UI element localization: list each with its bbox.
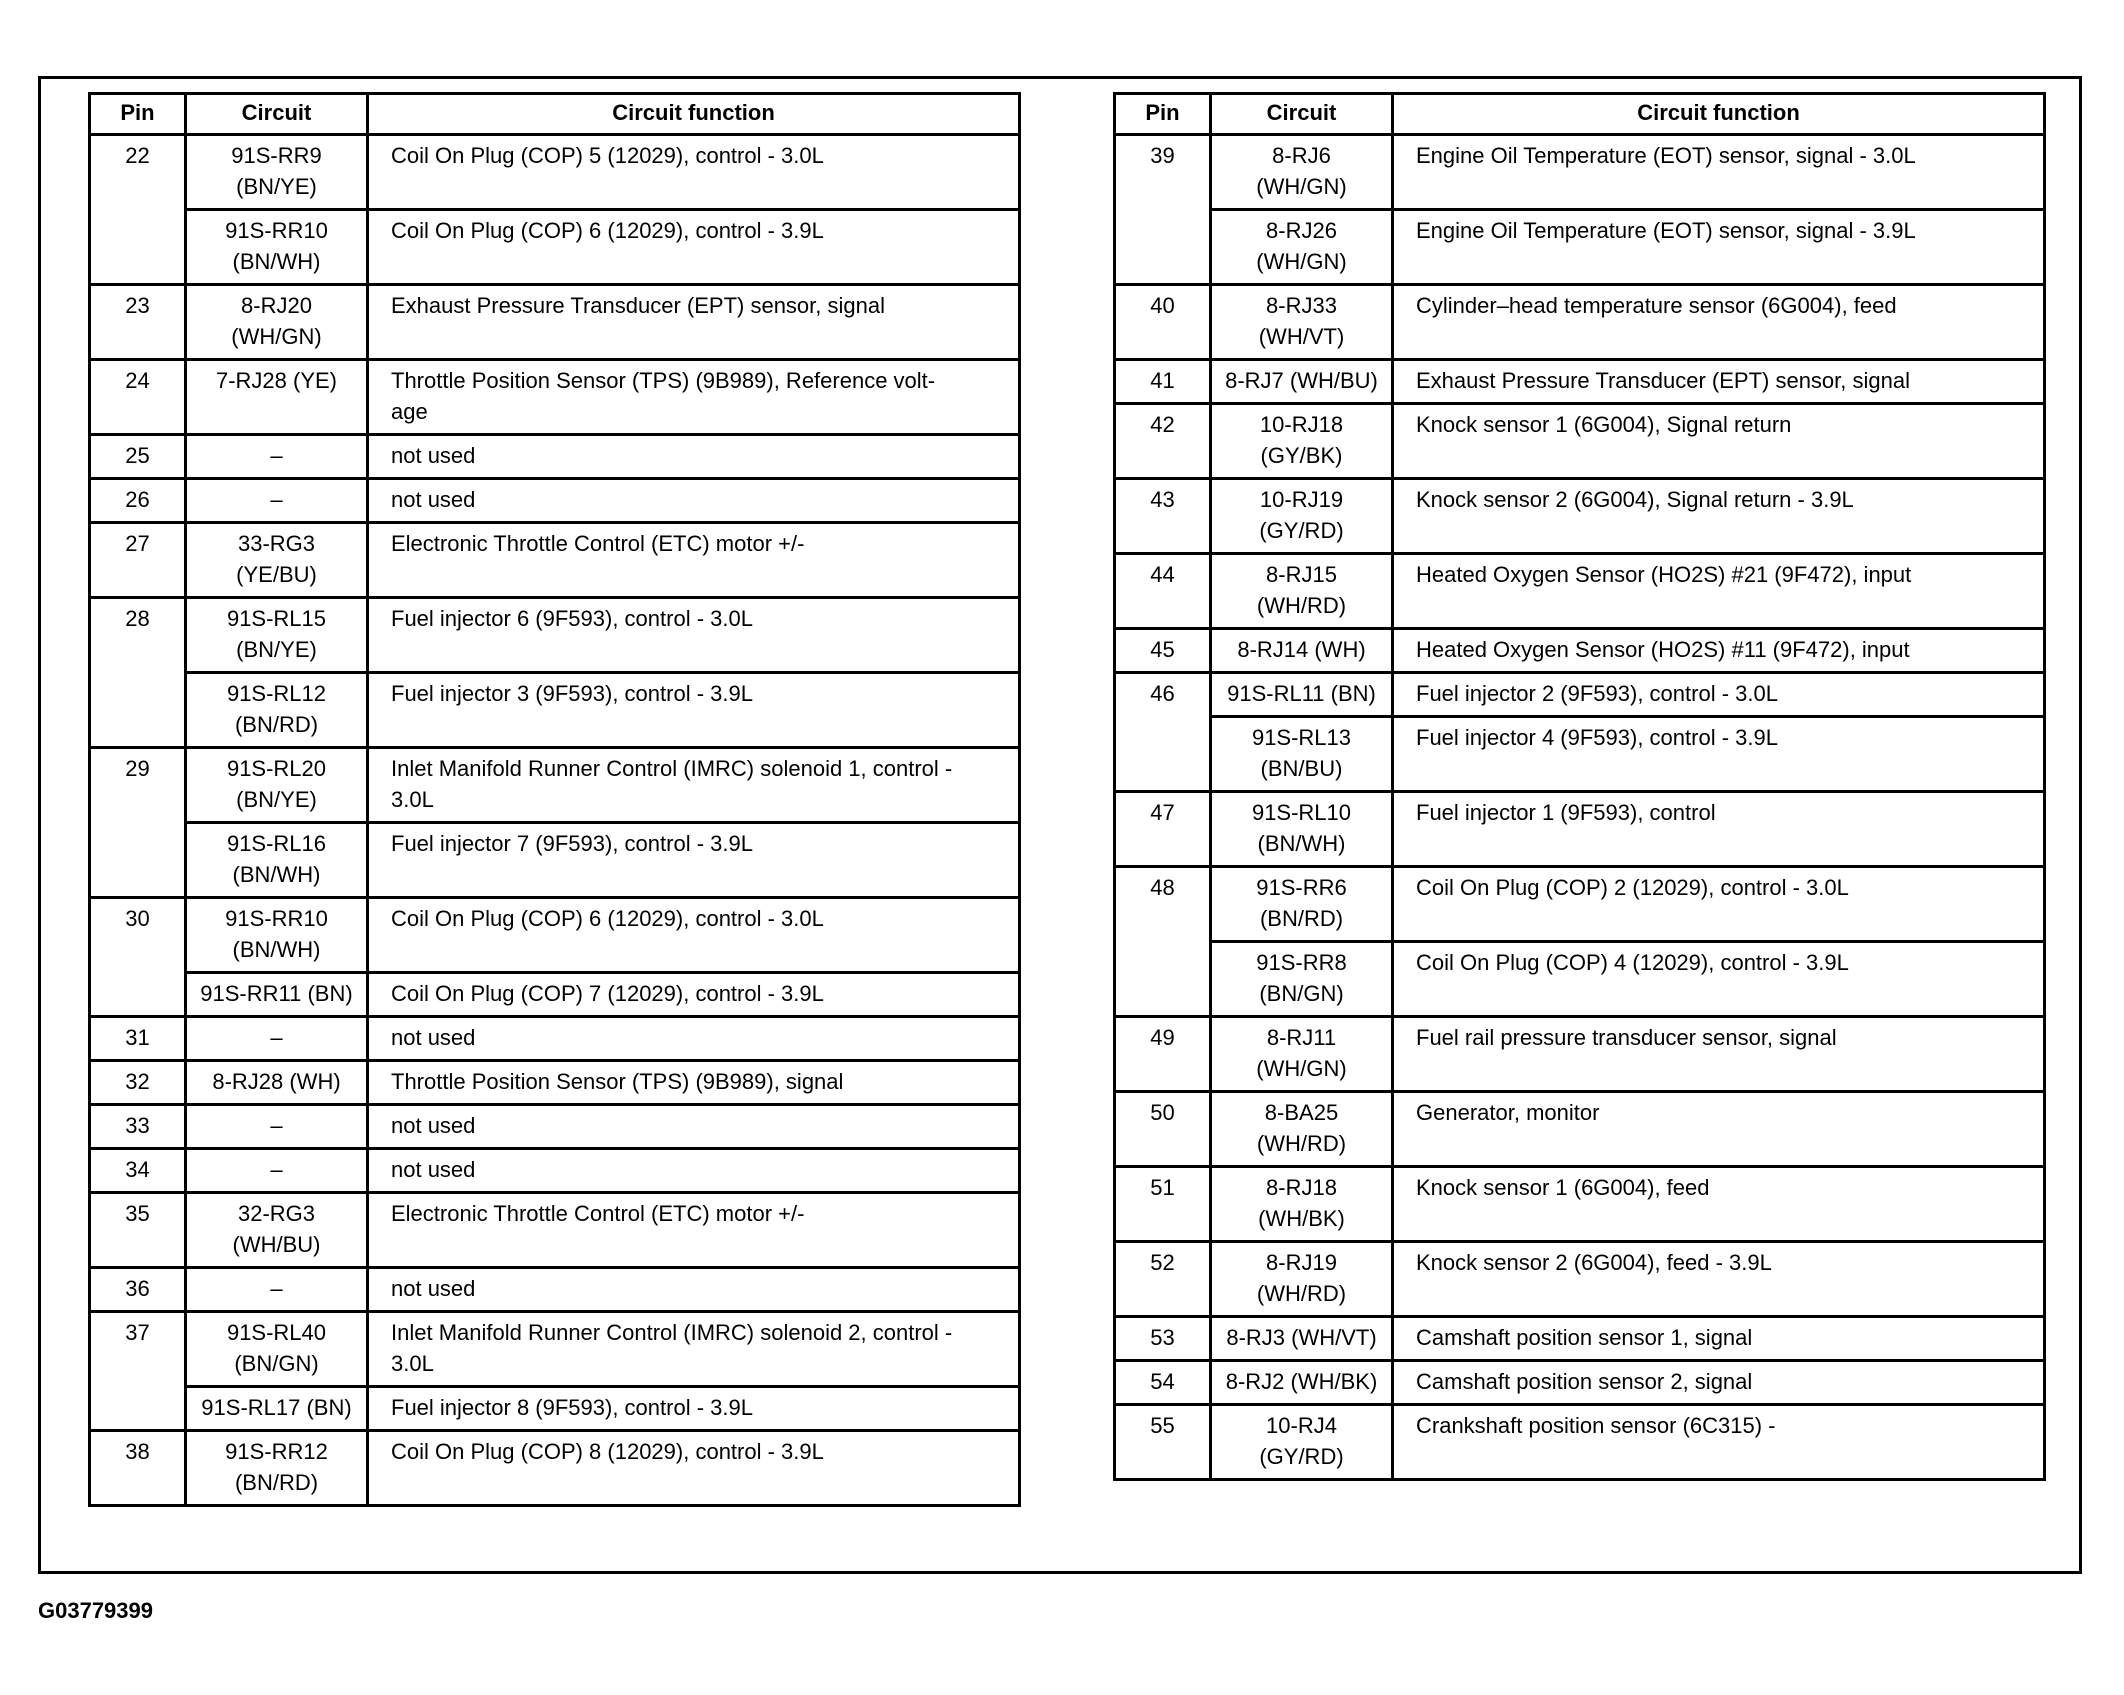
table-row (90, 898, 1020, 973)
table-row (1115, 1167, 2045, 1242)
circuit-code: 10-RJ18 (GY/BK) (1211, 404, 1393, 479)
circuit-code: 10-RJ4 (GY/RD) (1211, 1405, 1393, 1480)
circuit-code: – (186, 1149, 368, 1193)
circuit-code: 91S-RR9 (BN/YE) (186, 135, 368, 210)
circuit-function: Exhaust Pressure Transducer (EPT) sensor, signal (368, 285, 1020, 360)
pin-number: 40 (1115, 285, 1211, 360)
header-row (1115, 94, 2045, 135)
circuit-header: Circuit (1211, 94, 1393, 135)
circuit-function: Electronic Throttle Control (ETC) motor +/- (368, 1193, 1020, 1268)
circuit-function: Generator, monitor (1393, 1092, 2045, 1167)
pin-number: 49 (1115, 1017, 1211, 1092)
pin-number: 42 (1115, 404, 1211, 479)
pin-number: 55 (1115, 1405, 1211, 1480)
circuit-function: Heated Oxygen Sensor (HO2S) #11 (9F472), input (1393, 629, 2045, 673)
table-row (90, 673, 1020, 748)
table-row (1115, 479, 2045, 554)
table-row (90, 1312, 1020, 1387)
circuit-code: 91S-RR6 (BN/RD) (1211, 867, 1393, 942)
circuit-code: 91S-RL17 (BN) (186, 1387, 368, 1431)
pin-number: 31 (90, 1017, 186, 1061)
circuit-function: Camshaft position sensor 2, signal (1393, 1361, 2045, 1405)
table-row (1115, 210, 2045, 285)
pin-number: 35 (90, 1193, 186, 1268)
table-row (1115, 1092, 2045, 1167)
table-row (1115, 1242, 2045, 1317)
circuit-function: Camshaft position sensor 1, signal (1393, 1317, 2045, 1361)
circuit-code: 91S-RR8 (BN/GN) (1211, 942, 1393, 1017)
circuit-function: Fuel injector 8 (9F593), control - 3.9L (368, 1387, 1020, 1431)
circuit-code: 91S-RL20 (BN/YE) (186, 748, 368, 823)
circuit-function: Coil On Plug (COP) 6 (12029), control - 3.0L (368, 898, 1020, 973)
table-row (90, 210, 1020, 285)
circuit-code: 8-RJ26 (WH/GN) (1211, 210, 1393, 285)
circuit-function: Coil On Plug (COP) 7 (12029), control - 3.9L (368, 973, 1020, 1017)
table-row (90, 523, 1020, 598)
circuit-function: Heated Oxygen Sensor (HO2S) #21 (9F472), input (1393, 554, 2045, 629)
circuit-function: Fuel injector 4 (9F593), control - 3.9L (1393, 717, 2045, 792)
circuit-function: Coil On Plug (COP) 6 (12029), control - 3.9L (368, 210, 1020, 285)
circuit-code: 91S-RR12 (BN/RD) (186, 1431, 368, 1506)
pin-number: 25 (90, 435, 186, 479)
circuit-function: Throttle Position Sensor (TPS) (9B989), Reference volt- age (368, 360, 1020, 435)
header-row (90, 94, 1020, 135)
pin-header: Pin (1115, 94, 1211, 135)
pin-number: 48 (1115, 867, 1211, 1017)
circuit-function: Cylinder–head temperature sensor (6G004), feed (1393, 285, 2045, 360)
table-row (90, 598, 1020, 673)
table-row (1115, 554, 2045, 629)
circuit-code: 8-RJ20 (WH/GN) (186, 285, 368, 360)
table-row (1115, 285, 2045, 360)
pin-number: 34 (90, 1149, 186, 1193)
circuit-code: 33-RG3 (YE/BU) (186, 523, 368, 598)
circuit-code: 7-RJ28 (YE) (186, 360, 368, 435)
pin-number: 28 (90, 598, 186, 748)
table-row (90, 1105, 1020, 1149)
circuit-function: Coil On Plug (COP) 5 (12029), control - 3.0L (368, 135, 1020, 210)
circuit-function: Coil On Plug (COP) 8 (12029), control - 3.9L (368, 1431, 1020, 1506)
circuit-code: – (186, 1105, 368, 1149)
circuit-code: 8-RJ15 (WH/RD) (1211, 554, 1393, 629)
circuit-function: Fuel injector 3 (9F593), control - 3.9L (368, 673, 1020, 748)
table-row (90, 973, 1020, 1017)
circuit-function: not used (368, 1017, 1020, 1061)
circuit-code: – (186, 1268, 368, 1312)
circuit-function: Coil On Plug (COP) 4 (12029), control - 3.9L (1393, 942, 2045, 1017)
pin-number: 27 (90, 523, 186, 598)
circuit-function: Fuel injector 2 (9F593), control - 3.0L (1393, 673, 2045, 717)
circuit-function: not used (368, 1268, 1020, 1312)
circuit-code: 91S-RL11 (BN) (1211, 673, 1393, 717)
table-row (1115, 360, 2045, 404)
circuit-function: Knock sensor 2 (6G004), Signal return - 3.9L (1393, 479, 2045, 554)
table-row (90, 1149, 1020, 1193)
circuit-code: 8-RJ2 (WH/BK) (1211, 1361, 1393, 1405)
circuit-code: 8-RJ28 (WH) (186, 1061, 368, 1105)
circuit-code: 8-BA25 (WH/RD) (1211, 1092, 1393, 1167)
pin-number: 45 (1115, 629, 1211, 673)
table-row (90, 360, 1020, 435)
pin-number: 46 (1115, 673, 1211, 792)
table-row (90, 1431, 1020, 1506)
pin-number: 32 (90, 1061, 186, 1105)
circuit-function: not used (368, 1105, 1020, 1149)
circuit-header: Circuit (186, 94, 368, 135)
circuit-function: Engine Oil Temperature (EOT) sensor, signal - 3.9L (1393, 210, 2045, 285)
pin-number: 43 (1115, 479, 1211, 554)
table-row (90, 1061, 1020, 1105)
table-row (1115, 1361, 2045, 1405)
circuit-code: 8-RJ7 (WH/BU) (1211, 360, 1393, 404)
pin-number: 47 (1115, 792, 1211, 867)
circuit-code: – (186, 1017, 368, 1061)
table-row (90, 285, 1020, 360)
circuit-code: 10-RJ19 (GY/RD) (1211, 479, 1393, 554)
pin-number: 36 (90, 1268, 186, 1312)
pin-number: 22 (90, 135, 186, 285)
pin-number: 24 (90, 360, 186, 435)
circuit-function: Electronic Throttle Control (ETC) motor +/- (368, 523, 1020, 598)
pin-number: 39 (1115, 135, 1211, 285)
pin-table-left (88, 92, 1021, 1507)
circuit-code: 91S-RR10 (BN/WH) (186, 210, 368, 285)
pin-number: 41 (1115, 360, 1211, 404)
circuit-code: 91S-RL40 (BN/GN) (186, 1312, 368, 1387)
table-row (1115, 1017, 2045, 1092)
circuit-code: 91S-RL15 (BN/YE) (186, 598, 368, 673)
table-row (1115, 404, 2045, 479)
circuit-code: 91S-RL16 (BN/WH) (186, 823, 368, 898)
circuit-function: Fuel injector 1 (9F593), control (1393, 792, 2045, 867)
circuit-code: 91S-RR10 (BN/WH) (186, 898, 368, 973)
table-row (90, 748, 1020, 823)
circuit-function: Fuel injector 6 (9F593), control - 3.0L (368, 598, 1020, 673)
circuit-function: Engine Oil Temperature (EOT) sensor, signal - 3.0L (1393, 135, 2045, 210)
pin-number: 23 (90, 285, 186, 360)
pin-number: 29 (90, 748, 186, 898)
table-row (1115, 792, 2045, 867)
circuit-code: 32-RG3 (WH/BU) (186, 1193, 368, 1268)
pin-header: Pin (90, 94, 186, 135)
pin-number: 37 (90, 1312, 186, 1431)
circuit-code: 8-RJ6 (WH/GN) (1211, 135, 1393, 210)
pin-number: 44 (1115, 554, 1211, 629)
table-row (1115, 135, 2045, 210)
circuit-function: Coil On Plug (COP) 2 (12029), control - 3.0L (1393, 867, 2045, 942)
circuit-code: 8-RJ33 (WH/VT) (1211, 285, 1393, 360)
circuit-code: – (186, 435, 368, 479)
circuit-function: Knock sensor 1 (6G004), Signal return (1393, 404, 2045, 479)
function-header: Circuit function (368, 94, 1020, 135)
table-row (1115, 717, 2045, 792)
table-row (90, 1193, 1020, 1268)
table-row (1115, 867, 2045, 942)
table-row (1115, 1317, 2045, 1361)
circuit-function: Knock sensor 2 (6G004), feed - 3.9L (1393, 1242, 2045, 1317)
circuit-function: Inlet Manifold Runner Control (IMRC) solenoid 2, control - 3.0L (368, 1312, 1020, 1387)
pin-number: 53 (1115, 1317, 1211, 1361)
circuit-function: Exhaust Pressure Transducer (EPT) sensor, signal (1393, 360, 2045, 404)
pin-number: 30 (90, 898, 186, 1017)
circuit-code: 91S-RL10 (BN/WH) (1211, 792, 1393, 867)
circuit-function: not used (368, 479, 1020, 523)
table-row (90, 823, 1020, 898)
circuit-code: 8-RJ14 (WH) (1211, 629, 1393, 673)
circuit-code: 8-RJ11 (WH/GN) (1211, 1017, 1393, 1092)
circuit-function: Fuel rail pressure transducer sensor, signal (1393, 1017, 2045, 1092)
table-row (90, 435, 1020, 479)
table-row (90, 1387, 1020, 1431)
circuit-function: Knock sensor 1 (6G004), feed (1393, 1167, 2045, 1242)
function-header: Circuit function (1393, 94, 2045, 135)
circuit-code: 91S-RR11 (BN) (186, 973, 368, 1017)
circuit-code: 91S-RL12 (BN/RD) (186, 673, 368, 748)
circuit-function: not used (368, 435, 1020, 479)
pin-number: 51 (1115, 1167, 1211, 1242)
table-row (90, 135, 1020, 210)
table-row (1115, 942, 2045, 1017)
figure-id: G03779399 (38, 1598, 153, 1623)
circuit-function: not used (368, 1149, 1020, 1193)
pin-number: 38 (90, 1431, 186, 1506)
table-row (1115, 1405, 2045, 1480)
circuit-code: – (186, 479, 368, 523)
pin-table-right (1113, 92, 2046, 1481)
pin-table-left-body (90, 135, 1020, 1506)
circuit-function: Crankshaft position sensor (6C315) - (1393, 1405, 2045, 1480)
circuit-function: Fuel injector 7 (9F593), control - 3.9L (368, 823, 1020, 898)
pin-number: 52 (1115, 1242, 1211, 1317)
pin-number: 50 (1115, 1092, 1211, 1167)
table-row (90, 1268, 1020, 1312)
circuit-function: Inlet Manifold Runner Control (IMRC) solenoid 1, control - 3.0L (368, 748, 1020, 823)
circuit-code: 91S-RL13 (BN/BU) (1211, 717, 1393, 792)
pin-number: 26 (90, 479, 186, 523)
table-row (1115, 629, 2045, 673)
circuit-code: 8-RJ18 (WH/BK) (1211, 1167, 1393, 1242)
table-row (90, 479, 1020, 523)
circuit-function: Throttle Position Sensor (TPS) (9B989), signal (368, 1061, 1020, 1105)
table-row (90, 1017, 1020, 1061)
circuit-code: 8-RJ19 (WH/RD) (1211, 1242, 1393, 1317)
pin-table-right-body (1115, 135, 2045, 1480)
table-row (1115, 673, 2045, 717)
pin-number: 54 (1115, 1361, 1211, 1405)
circuit-code: 8-RJ3 (WH/VT) (1211, 1317, 1393, 1361)
pin-number: 33 (90, 1105, 186, 1149)
